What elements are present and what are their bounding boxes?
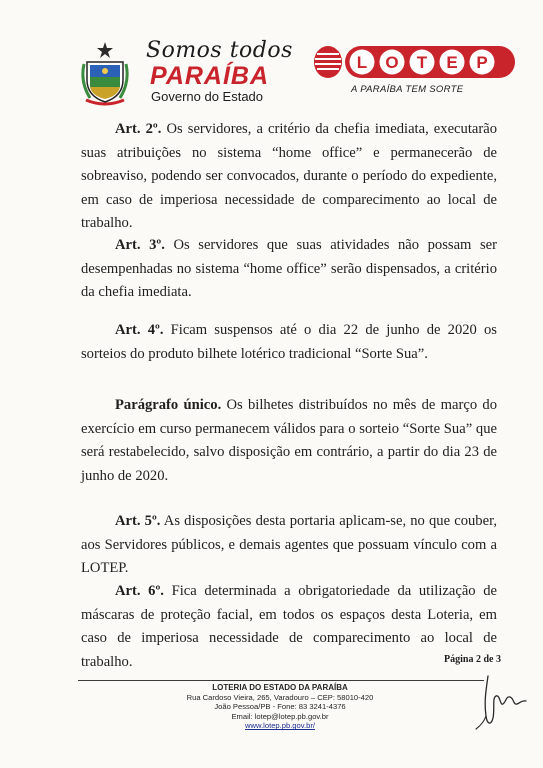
lotep-letter-p: P bbox=[476, 53, 488, 72]
article-text: Os servidores que suas atividades não possam ser desempenhadas no sistema “home office” serão dispensados, a critério da chefia imediata. bbox=[81, 237, 497, 301]
article-text: As disposições desta portaria aplicam-se, no que couber, aos Servidores públicos, e demais agentes que possuam vínculo com a LOTEP. bbox=[81, 513, 497, 577]
article-text: Ficam suspensos até o dia 22 de junho de 2020 os sorteios do produto bilhete lotérico tradicional “Sorte Sua”. bbox=[81, 322, 497, 362]
article-lead: Art. 5º. bbox=[115, 513, 161, 529]
page-number: Página 2 de 3 bbox=[444, 654, 501, 665]
handwritten-signature bbox=[470, 672, 532, 732]
article-text: Fica determinada a obrigatoriedade da utilização de máscaras de proteção facial, em todos os espaços desta Loteria, em caso de imperiosa necessidade de comparecimento ao local de trabalho. bbox=[81, 583, 498, 670]
brand-somos-todos: Somos todos bbox=[146, 38, 293, 63]
article-2 bbox=[81, 118, 497, 236]
lotep-letter-e: E bbox=[446, 53, 458, 72]
lotep-letter-t: T bbox=[416, 53, 428, 72]
lotep-slogan: A PARAÍBA TEM SORTE bbox=[351, 84, 464, 95]
paragrafo-unico bbox=[81, 394, 497, 488]
article-text: Os servidores, a critério da chefia imediata, executarão suas atribuições no sistema “home office” e permanecerão de sobreaviso, podendo ser convocados, durante o período do expediente, em caso de imperiosa necessidade de comparecimento ao local de trabalho. bbox=[81, 121, 497, 232]
footer-website-link[interactable]: www.lotep.pb.gov.br/ bbox=[245, 721, 315, 731]
article-text: Os bilhetes distribuídos no mês de março do exercício em curso permanecem válidos para o sorteio “Sorte Sua” que será restabelecido, salvo disposição em contrário, a partir do dia 23 de junho de 2020. bbox=[81, 397, 497, 484]
lotep-logo bbox=[312, 42, 518, 82]
article-lead: Art. 4º. bbox=[115, 322, 164, 338]
lotep-letter-l: L bbox=[356, 53, 368, 72]
article-lead: Parágrafo único. bbox=[115, 397, 222, 413]
article-lead: Art. 3º. bbox=[115, 237, 165, 253]
article-5 bbox=[81, 510, 497, 581]
letterhead bbox=[0, 0, 543, 112]
brand-governo-do-estado: Governo do Estado bbox=[151, 89, 264, 104]
lotep-letter-o: O bbox=[385, 53, 399, 72]
footer-address: Rua Cardoso Vieira, 265, Varadouro – CEP: 58010-420 bbox=[186, 692, 374, 702]
article-6 bbox=[81, 580, 497, 674]
footer-divider bbox=[78, 680, 484, 681]
article-3 bbox=[81, 234, 497, 305]
footer-email: Email: lotep@lotep.pb.gov.br bbox=[231, 711, 329, 721]
footer-city-phone: João Pessoa/PB - Fone: 83 3241-4376 bbox=[214, 702, 346, 712]
footer-contact bbox=[150, 683, 410, 731]
article-lead: Art. 6º. bbox=[115, 583, 164, 599]
article-lead: Art. 2º. bbox=[115, 121, 162, 137]
state-coat-of-arms-icon bbox=[80, 40, 130, 106]
brand-paraiba: PARAÍBA bbox=[150, 62, 270, 90]
article-4 bbox=[81, 319, 497, 366]
footer-org-name: LOTERIA DO ESTADO DA PARAÍBA bbox=[212, 683, 348, 692]
